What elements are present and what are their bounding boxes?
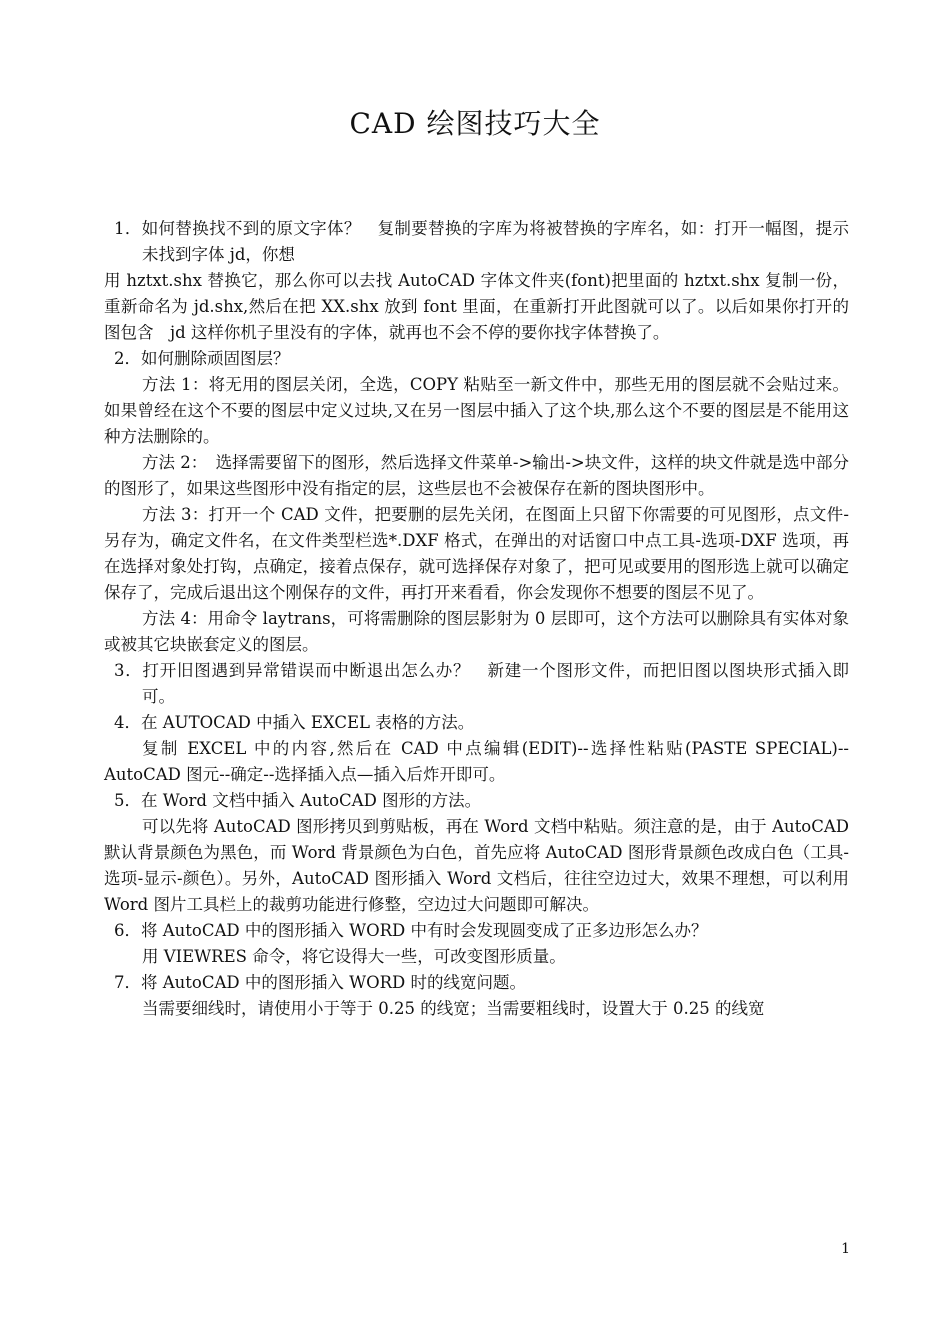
paragraph-method-2: 方法 2： 选择需要留下的图形，然后选择文件菜单->输出->块文件，这样的块文件就是选中部分的图形了，如果这些图形中没有指定的层，这些层也不会被保存在新的图块图形中。 [104, 453, 849, 498]
paragraph-q1-answer: 用 hztxt.shx 替换它，那么你可以去找 AutoCAD 字体文件夹(font)把里面的 hztxt.shx 复制一份，重新命名为 jd.shx,然后在把 XX.shx 放到 font 里面，在重新打开此图就可以了。以后如果你打开的图包含 jd 这样你机子里没有的字体，就再也不会不停的要你找字体替换了。 [104, 271, 849, 342]
paragraph-q7-answer: 当需要细线时，请使用小于等于 0.25 的线宽；当需要粗线时，设置大于 0.25 的线宽 [142, 999, 765, 1018]
paragraph-q5-answer: 可以先将 AutoCAD 图形拷贝到剪贴板，再在 Word 文档中粘贴。须注意的是，由于 AutoCAD 默认背景颜色为黑色，而 Word 背景颜色为白色，首先应将 AutoCAD 图形背景颜色改成白色（工具-选项-显示-颜色）。另外，AutoCAD 图形插入 Word 文档后，往往空边过大，效果不理想，可以利用 Word 图片工具栏上的裁剪功能进行修整，空边过大问题即可解决。 [104, 817, 849, 914]
paragraph-q1: 1．如何替换找不到的原文字体？ 复制要替换的字库为将被替换的字库名，如：打开一幅图，提示未找到字体 jd，你想 [114, 219, 849, 264]
page-number: 1 [841, 1241, 850, 1257]
paragraph-q5: 5．在 Word 文档中插入 AutoCAD 图形的方法。 [114, 791, 482, 810]
paragraph-q4-answer: 复制 EXCEL 中的内容,然后在 CAD 中点编辑(EDIT)--选择性粘贴(PASTE SPECIAL)--AutoCAD 图元--确定--选择插入点—插入后炸开即可。 [104, 739, 849, 784]
paragraph-q3: 3．打开旧图遇到异常错误而中断退出怎么办？ 新建一个图形文件，而把旧图以图块形式插入即可。 [114, 661, 849, 706]
paragraph-method-4: 方法 4：用命令 laytrans，可将需删除的图层影射为 0 层即可，这个方法可以删除具有实体对象或被其它块嵌套定义的图层。 [104, 609, 849, 654]
paragraph-q2: 2．如何删除顽固图层？ [114, 349, 290, 368]
paragraph-q6: 6．将 AutoCAD 中的图形插入 WORD 中有时会发现圆变成了正多边形怎么办？ [114, 921, 708, 940]
paragraph-q4: 4．在 AUTOCAD 中插入 EXCEL 表格的方法。 [114, 713, 475, 732]
paragraph-q6-answer: 用 VIEWRES 命令，将它设得大一些，可改变图形质量。 [142, 947, 566, 966]
page-title: CAD 绘图技巧大全 [349, 107, 601, 140]
paragraph-q7: 7．将 AutoCAD 中的图形插入 WORD 时的线宽问题。 [114, 973, 526, 992]
paragraph-method-1: 方法 1：将无用的图层关闭，全选，COPY 粘贴至一新文件中，那些无用的图层就不会贴过来。如果曾经在这个不要的图层中定义过块,又在另一图层中插入了这个块,那么这个不要的图层是不能用这种方法删除的。 [104, 375, 849, 446]
document-body [104, 216, 849, 1022]
paragraph-method-3: 方法 3：打开一个 CAD 文件，把要删的层先关闭，在图面上只留下你需要的可见图形，点文件-另存为，确定文件名，在文件类型栏选*.DXF 格式，在弹出的对话窗口中点工具-选项-DXF 选项，再在选择对象处打钩，点确定，接着点保存，就可选择保存对象了，把可见或要用的图形选上就可以确定保存了，完成后退出这个刚保存的文件，再打开来看看，你会发现你不想要的图层不见了。 [104, 505, 849, 602]
